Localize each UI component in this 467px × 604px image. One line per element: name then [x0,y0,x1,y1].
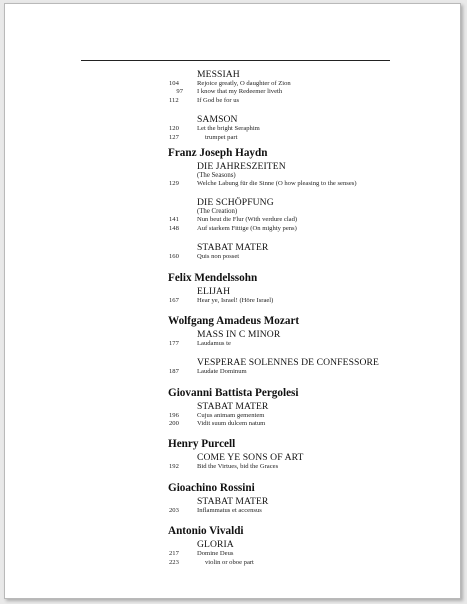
toc-entry[interactable] [169,463,409,471]
page-number: 127 [169,133,179,141]
toc-entry[interactable] [169,297,409,305]
page-number: 160 [169,253,179,261]
toc-entry[interactable] [169,420,409,428]
toc-entry[interactable] [169,97,409,105]
work-group [169,452,409,471]
composer-heading: Giovanni Battista Pergolesi [168,386,299,399]
toc-entry[interactable] [169,216,409,224]
work-group [169,357,409,376]
work-group [169,114,409,142]
toc-entry[interactable] [169,225,409,233]
work-subtitle: (The Seasons) [197,171,236,179]
entry-title: Welche Labung für die Sinne (O how pleasing to the senses) [197,179,357,187]
toc-entry[interactable] [169,125,409,133]
header-rule [81,60,390,61]
toc-entry[interactable] [169,550,409,558]
page-number: 104 [169,80,179,87]
toc-entry[interactable] [169,88,409,96]
toc-entry[interactable] [169,368,409,376]
work-title: STABAT MATER [197,242,269,254]
work-title: DIE SCHÖPFUNG [197,197,274,209]
toc-entry[interactable] [169,507,409,515]
entry-title: Auf starkem Fittige (On mighty pens) [197,224,297,232]
entry-title: If God be for us [197,96,240,104]
work-group [169,197,409,233]
entry-title: Laudamus te [197,339,231,347]
page-number: 196 [169,411,179,419]
work-title: ELIJAH [197,285,231,297]
page-number: 141 [169,216,179,224]
page-number: 120 [169,125,179,133]
entry-title: violin or oboe part [205,558,254,566]
work-title: SAMSON [197,114,238,126]
work-group [169,539,409,567]
page-number: 129 [169,179,179,187]
composer-heading: Franz Joseph Haydn [168,146,268,159]
work-group [169,401,409,429]
entry-title: Quis non posset [197,253,240,261]
toc-entry[interactable] [169,253,409,261]
page-number: 148 [169,224,179,232]
entry-title: Nun beut die Flur (With verdure clad) [197,216,298,224]
work-title: STABAT MATER [197,495,269,507]
page-number: 217 [169,550,179,558]
toc-entry[interactable] [169,559,409,567]
toc-entry[interactable] [169,80,409,88]
toc-entry[interactable] [169,180,409,188]
work-title: MASS IN C MINOR [197,328,281,340]
toc-entry[interactable] [169,412,409,420]
work-title: COME YE SONS OF ART [197,452,304,464]
composer-heading: Antonio Vivaldi [168,525,244,538]
page-number: 203 [169,506,179,514]
work-group [169,161,409,188]
work-title: DIE JAHRESZEITEN [197,160,286,172]
table-of-contents [169,69,409,567]
page-number: 97 [176,88,183,96]
document-page [4,3,461,599]
work-group [169,69,409,105]
work-title: STABAT MATER [197,400,269,412]
composer-heading: Henry Purcell [168,438,236,451]
entry-title: Vidit suum dulcem natum [197,420,266,428]
entry-title: Let the bright Seraphim [197,125,260,133]
page-number: 167 [169,296,179,304]
entry-title: Laudate Dominum [197,368,247,376]
page-number: 187 [169,368,179,376]
work-group [169,329,409,348]
page-number: 223 [169,558,179,566]
entry-title: Rejoice greatly, O daughter of Zion [197,80,291,87]
work-subtitle: (The Creation) [197,208,238,216]
composer-heading: Wolfgang Amadeus Mozart [168,314,300,327]
entry-title: Domine Deus [197,550,234,558]
entry-title: Inflammatus et accensus [197,506,262,514]
entry-title: Bid the Virtues, bid the Graces [197,463,279,471]
page-number: 192 [169,463,179,471]
work-group [169,242,409,261]
entry-title: Cujus animam gementem [197,411,265,419]
composer-heading: Felix Mendelssohn [168,271,258,284]
entry-title: Hear ye, Israel! (Höre Israel) [197,296,274,304]
work-group [169,286,409,305]
work-group [169,496,409,515]
composer-heading: Gioachino Rossini [168,481,255,494]
work-title: VESPERAE SOLENNES DE CONFESSORE [197,357,379,369]
toc-entry[interactable] [169,134,409,142]
page-number: 200 [169,420,179,428]
entry-title: I know that my Redeemer liveth [197,88,283,96]
page-number: 177 [169,339,179,347]
page-number: 112 [169,96,179,104]
work-title: GLORIA [197,539,234,551]
toc-entry[interactable] [169,340,409,348]
entry-title: trumpet part [205,133,238,141]
work-title: MESSIAH [197,69,240,80]
